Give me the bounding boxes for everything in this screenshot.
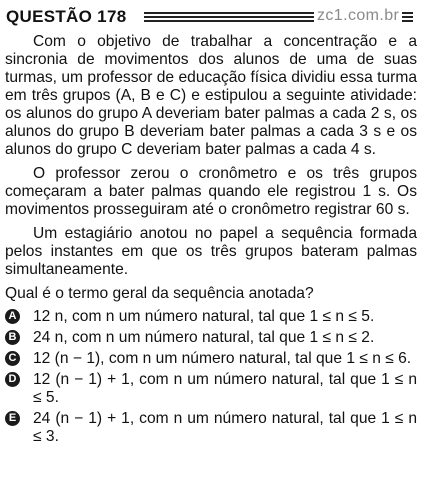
option-b-badge: B <box>5 330 20 345</box>
option-a-text: 12 n, com n um número natural, tal que 1 ≤ n ≤ 5. <box>33 308 375 325</box>
option-c-text: 12 (n − 1), com n um número natural, tal que 1 ≤ n ≤ 6. <box>33 350 412 367</box>
question-prompt: Qual é o termo geral da sequência anotada? <box>5 285 314 302</box>
statement-paragraph-3: Um estagiário anotou no papel a sequência formada pelos instantes em que os três grupos bateram palmas simultaneamente. <box>5 225 417 278</box>
watermark-text: zc1.com.br <box>314 7 402 25</box>
option-c[interactable] <box>5 350 417 368</box>
question-header <box>6 5 421 29</box>
option-e[interactable] <box>5 410 417 446</box>
option-d-text: 12 (n − 1) + 1, com n um número natural, tal que 1 ≤ n ≤ 5. <box>33 371 417 406</box>
option-d-badge: D <box>5 372 20 387</box>
question-title: QUESTÃO 178 <box>6 7 127 26</box>
question-body <box>5 33 417 449</box>
option-c-badge: C <box>5 351 20 366</box>
statement-paragraph-1: Com o objetivo de trabalhar a concentração e a sincronia de movimentos dos alunos de uma de suas turmas, um professor de educação física dividiu essa turma em três grupos (A, B e C) e estipulou a seguinte atividade: os alunos do grupo A deveriam bater palmas a cada 2 s, os alunos do grupo B deveriam bater palmas a cada 3 s e os alunos do grupo C deveriam bater palmas a cada 4 s. <box>5 33 417 158</box>
option-a-badge: A <box>5 309 20 324</box>
option-e-text: 24 (n − 1) + 1, com n um número natural, tal que 1 ≤ n ≤ 3. <box>33 410 417 445</box>
option-b-text: 24 n, com n um número natural, tal que 1 ≤ n ≤ 2. <box>33 329 375 346</box>
statement-paragraph-2: O professor zerou o cronômetro e os três grupos começaram a bater palmas quando ele registrou 1 s. Os movimentos prosseguiram até o cronômetro registrar 60 s. <box>5 165 417 218</box>
option-a[interactable] <box>5 308 417 326</box>
option-e-badge: E <box>5 411 20 426</box>
option-d[interactable] <box>5 371 417 407</box>
option-b[interactable] <box>5 329 417 347</box>
